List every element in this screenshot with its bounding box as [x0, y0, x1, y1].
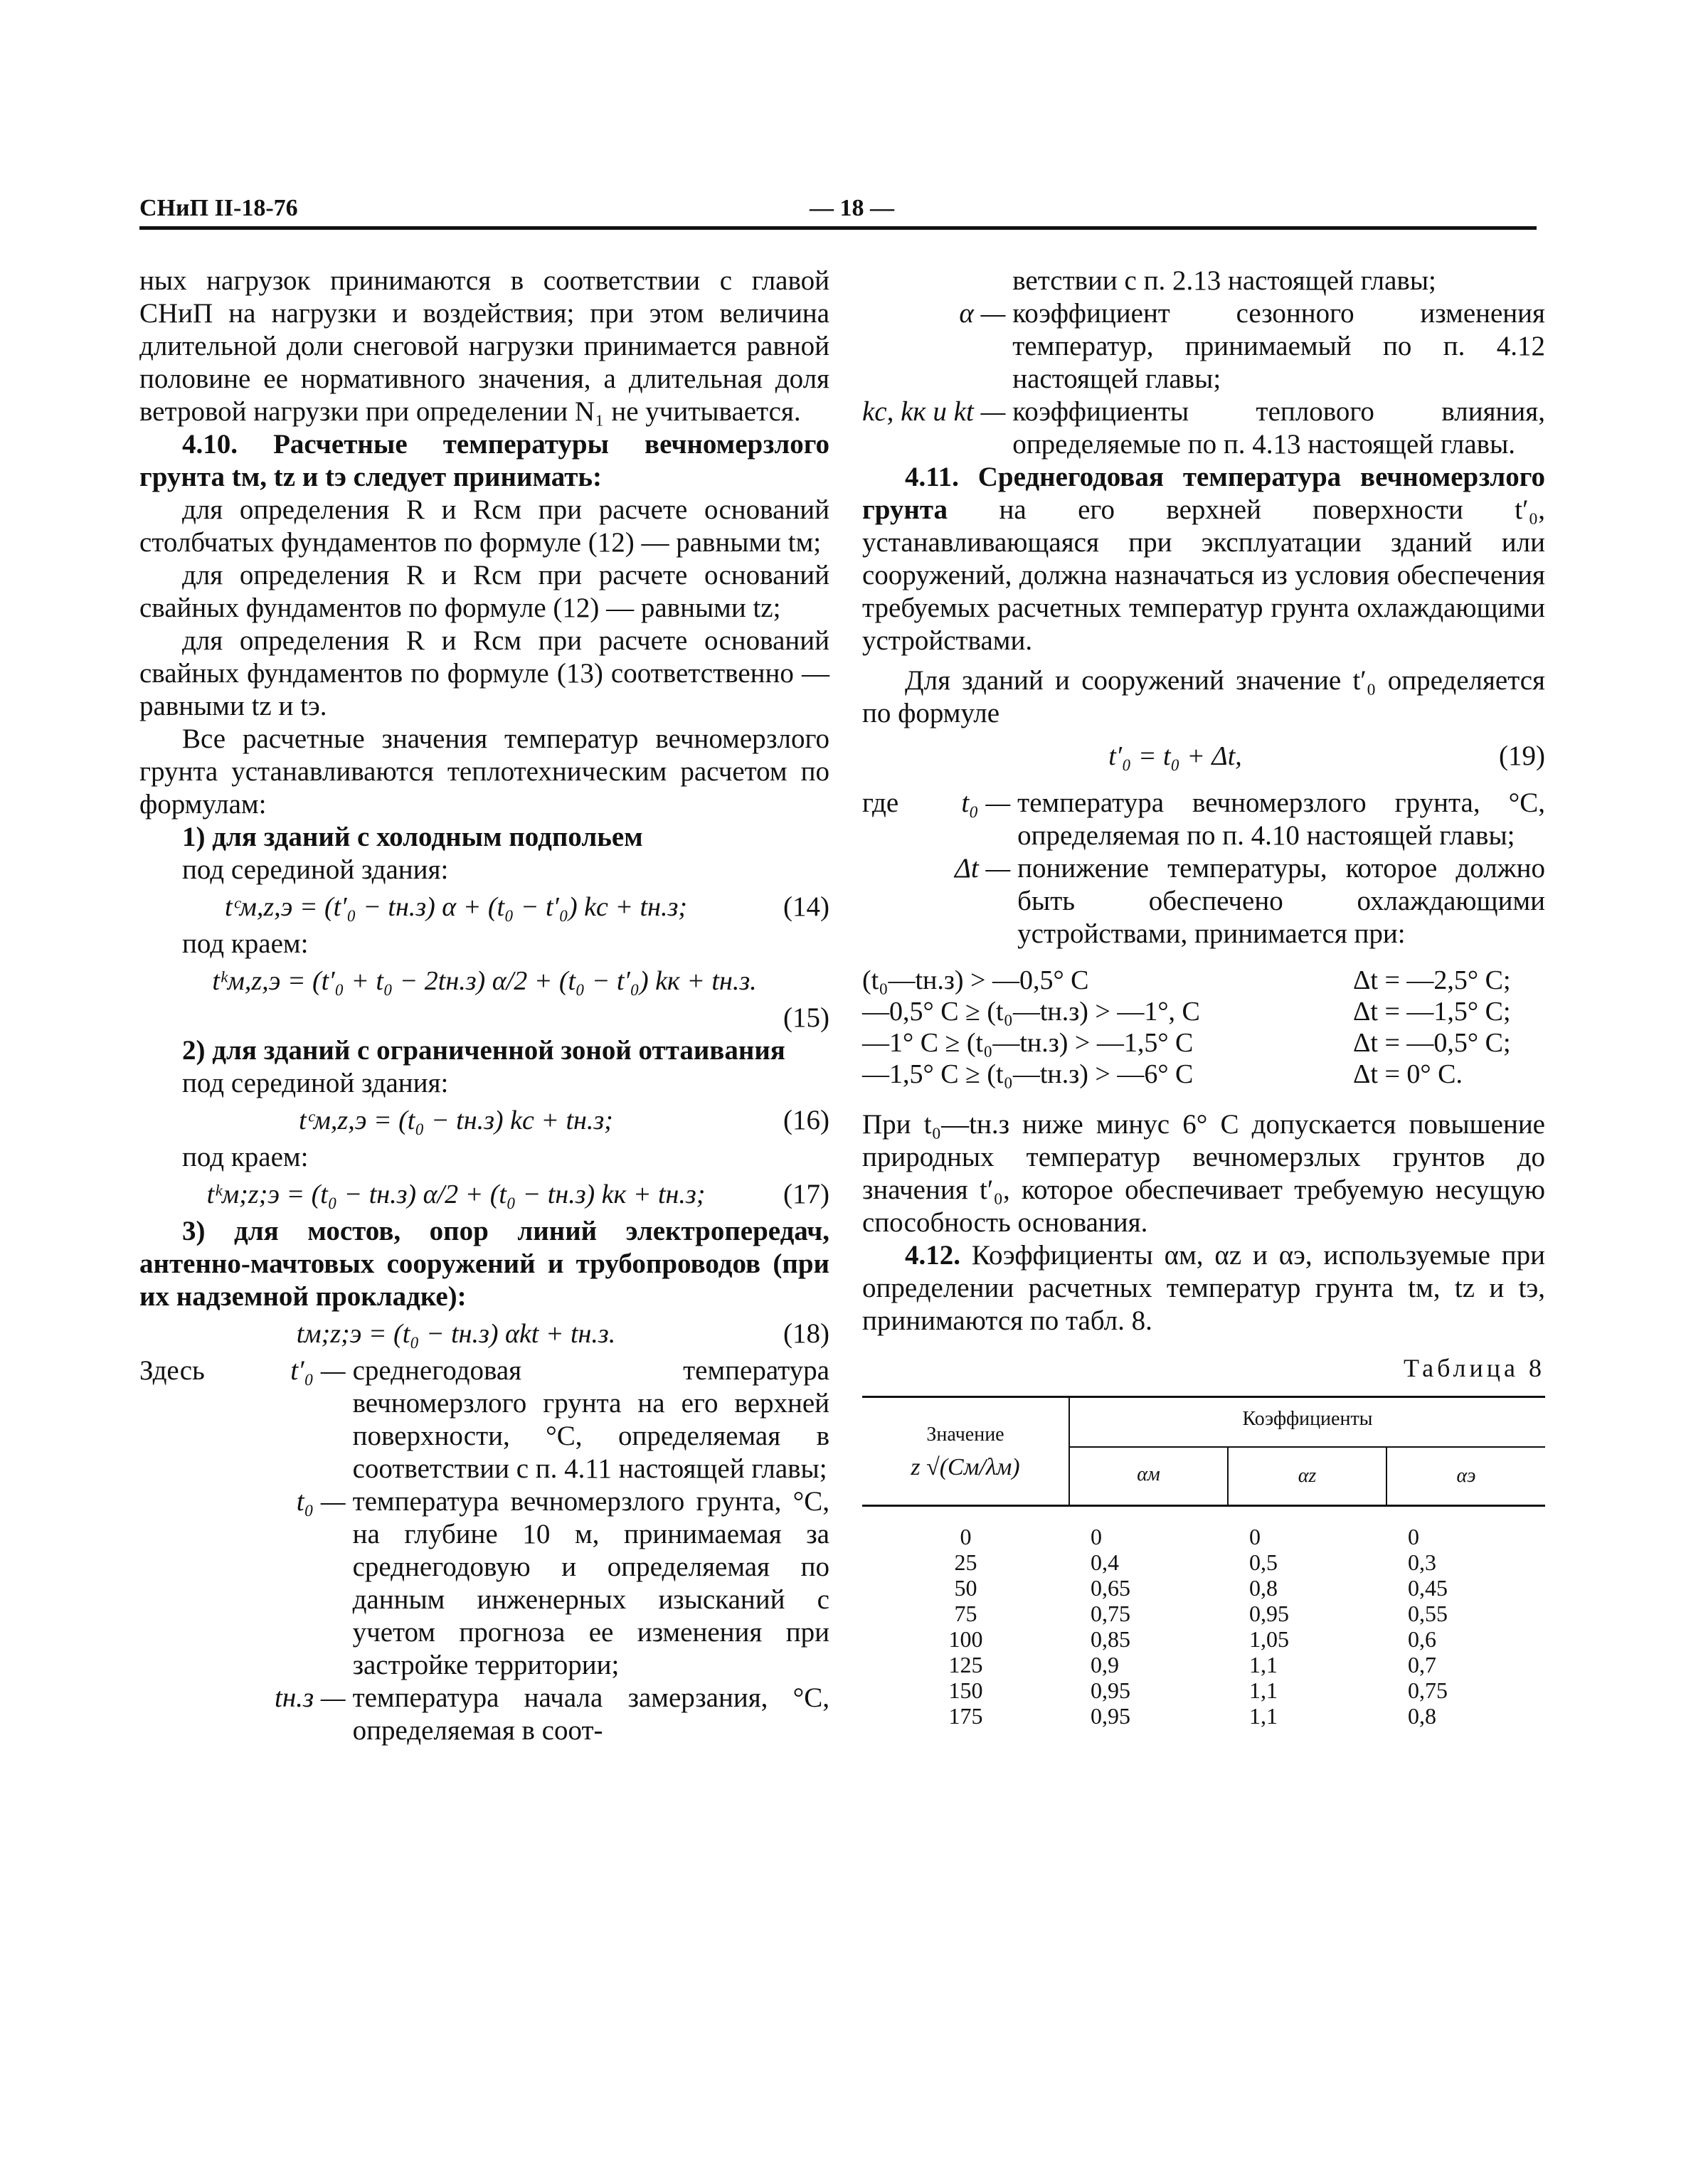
- formula-16: [139, 1104, 829, 1137]
- formula-18-expr: tм;z;э = (t₀ − tн.з) αkt + tн.з.: [296, 1319, 616, 1349]
- def-key-k-coeffs: kс, kк и kt —: [862, 396, 1006, 427]
- where-label: где: [862, 788, 899, 818]
- table-cell: 0,7: [1408, 1652, 1436, 1677]
- page-number: — 18 —: [810, 195, 894, 221]
- def-value-alpha: коэффициент сезонного изменения температур, принимаемый по п. 4.12 настоящей главы;: [1012, 298, 1545, 394]
- paragraph-loads: ных нагрузок принимаются в соответствии с главой СНиП на нагрузки и воздействия; при этом величина длительной доли снеговой нагрузки принимается равной половине ее нормативного значения, а длительная доля ветровой нагрузки при определении N₁ не учитывается.: [139, 265, 829, 427]
- table-cell: 1,1: [1249, 1677, 1278, 1703]
- table-header-value: [862, 1397, 1069, 1506]
- condition: —0,5° С ≥ (t₀—tн.з) > —1°, С: [862, 997, 1200, 1027]
- formula-15: [139, 965, 829, 997]
- here-label: Здесь: [139, 1355, 205, 1386]
- formula-17-expr: tᵏм;z;э = (t₀ − tн.з) α/2 + (t₀ − tн.з) kк + tн.з;: [206, 1180, 706, 1209]
- condition: —1,5° С ≥ (t₀—tн.з) > —6° С: [862, 1059, 1194, 1089]
- condition-value: Δt = 0° С.: [1353, 1059, 1463, 1089]
- paragraph-all-values: Все расчетные значения температур вечномерзлого грунта устанавливаются теплотехническим расчетом по формулам:: [139, 723, 829, 820]
- def-key-delta-t: Δt —: [955, 853, 1011, 884]
- where-definitions: [955, 787, 1545, 950]
- table-header-alpha-m: αм: [1069, 1447, 1228, 1506]
- formula-15-number: (15): [783, 1002, 829, 1033]
- header-rule: [139, 226, 1537, 230]
- table-row: [862, 1601, 1545, 1626]
- condition-value: Δt = —1,5° С;: [1353, 997, 1511, 1027]
- table-cell: 0,6: [1408, 1626, 1436, 1652]
- table-cell: 0,95: [1091, 1677, 1130, 1703]
- page-header: [139, 189, 1537, 232]
- definitions-list: [275, 1355, 829, 1747]
- formula-17-number: (17): [783, 1179, 829, 1209]
- case-columnar: для определения R и Rсм при расчете оснований столбчатых фундаментов по формуле (12) — равными tм;: [139, 494, 829, 558]
- header-value-expression: z √(Cм/λм): [911, 1454, 1020, 1480]
- right-column: [862, 265, 1545, 1729]
- condition-value: Δt = —2,5° С;: [1353, 965, 1511, 995]
- def-value-delta-t: понижение температуры, которое должно быть обеспечено охлаждающими устройствами, принимается при:: [1017, 853, 1545, 949]
- condition: —1° С ≥ (t₀—tн.з) > —1,5° С: [862, 1028, 1194, 1058]
- table-cell: 175: [948, 1703, 983, 1729]
- def-key-t0-prime: t′₀ —: [290, 1355, 346, 1386]
- section-number: 4.11.: [905, 462, 959, 492]
- table-cell: 125: [948, 1652, 983, 1677]
- formula-15-expr: tᵏм,z,э = (t′₀ + t₀ − 2tн.з) α/2 + (t₀ − t′₀) kк + tн.з.: [212, 966, 757, 996]
- paragraph-below-minus-6: При t₀—tн.з ниже минус 6° С допускается повышение природных температур вечномерзлых грунтов до значения t′₀, которое обеспечивает требуемую несущую способность основания.: [862, 1109, 1545, 1238]
- table-cell: 0,5: [1249, 1549, 1278, 1575]
- table-cell: 0,95: [1249, 1601, 1289, 1626]
- conditions-list: [862, 965, 1545, 1090]
- section-number: 4.10.: [182, 429, 238, 460]
- table-row: [862, 1703, 1545, 1729]
- table-row: [862, 1626, 1545, 1652]
- table-row: [862, 1575, 1545, 1601]
- table-cell: 50: [954, 1575, 977, 1601]
- section-title: Расчетные температуры вечномерзлого грунта tм, tz и tэ: [139, 429, 830, 492]
- def-key-tnz: tн.з —: [275, 1682, 346, 1713]
- table-row: [862, 1677, 1545, 1703]
- def-value-t0: температура вечномерзлого грунта, °С, определяемая по п. 4.10 настоящей главы;: [1017, 788, 1545, 851]
- formula-16-number: (16): [783, 1105, 829, 1135]
- formula-18-number: (18): [783, 1318, 829, 1349]
- table-cell: 1,1: [1249, 1703, 1278, 1729]
- under-middle-label: под серединой здания:: [182, 854, 449, 885]
- table-row: [862, 1549, 1545, 1575]
- header-value-label: Значение: [926, 1424, 1004, 1446]
- table-cell: 0,8: [1249, 1575, 1278, 1601]
- table-cell: 0,65: [1091, 1575, 1130, 1601]
- table-cell: 0: [1249, 1524, 1261, 1549]
- section-text: Коэффициенты αм, αz и αэ, используемые при определении расчетных температур грунта tм, tz и tэ, принимаются по табл. 8.: [862, 1240, 1545, 1336]
- where-block: [862, 787, 1545, 950]
- formula-14: [139, 891, 829, 923]
- table-header-alpha-e: αэ: [1386, 1447, 1545, 1506]
- item-3-heading: 3) для мостов, опор линий электропередач, антенно-мачтовых сооружений и трубопроводов (при их надземной прокладке):: [139, 1216, 829, 1312]
- case-pile-12: для определения R и Rсм при расчете оснований свайных фундаментов по формуле (12) — равными tz;: [139, 560, 829, 623]
- section-4-10: [139, 428, 829, 494]
- def-key-t0: t₀ —: [296, 1486, 346, 1517]
- table-cell: 1,1: [1249, 1652, 1278, 1677]
- formula-19-expr: t′₀ = t₀ + Δt,: [1108, 741, 1242, 771]
- paragraph-for-buildings: Для зданий и сооружений значение t′₀ определяется по формуле: [862, 665, 1545, 728]
- table-header-alpha-z: αz: [1228, 1447, 1386, 1506]
- document-code: СНиП II-18-76: [139, 195, 298, 221]
- table-cell: 0: [960, 1524, 972, 1549]
- under-middle-label-2: под серединой здания:: [182, 1068, 449, 1098]
- table-cell: 0,9: [1091, 1652, 1119, 1677]
- condition-value: Δt = —0,5° С;: [1353, 1028, 1511, 1058]
- table-row: [862, 1652, 1545, 1677]
- section-title: Среднегодовая температура вечномерзлого грунта: [862, 462, 1545, 525]
- section-4-11: [862, 461, 1545, 657]
- table-cell: 0,4: [1091, 1549, 1119, 1575]
- table-cell: 75: [954, 1601, 977, 1626]
- def-value-tnz: температура начала замерзания, °С, определяемая в соот-: [352, 1682, 829, 1746]
- left-column: [139, 265, 829, 1747]
- under-edge-label-2: под краем:: [182, 1142, 309, 1172]
- def-key-t0: t₀ —: [961, 788, 1011, 818]
- table-cell: 1,05: [1249, 1626, 1289, 1652]
- table-cell: 0: [1408, 1524, 1419, 1549]
- formula-14-expr: tᶜм,z,э = (t′₀ − tн.з) α + (t₀ − t′₀) kс + tн.з;: [225, 892, 687, 922]
- table-cell: 150: [948, 1677, 983, 1703]
- table-cell: 0,75: [1408, 1677, 1448, 1703]
- table-cell: 0,3: [1408, 1549, 1436, 1575]
- formula-19: [862, 740, 1545, 773]
- table-cell: 0,75: [1091, 1601, 1130, 1626]
- formula-17: [139, 1178, 829, 1211]
- definitions-block: [139, 1355, 829, 1747]
- table-row: [862, 1506, 1545, 1550]
- formula-18: [139, 1318, 829, 1350]
- table-cell: 0,8: [1408, 1703, 1436, 1729]
- def-value-t0: температура вечномерзлого грунта, °С, на глубине 10 м, принимаемая за среднегодовую и определяемая по данным инженерных изысканий с учетом прогноза ее изменения при застройке территории;: [352, 1486, 829, 1680]
- table-cell: 25: [954, 1549, 977, 1575]
- table-cell: 0: [1091, 1524, 1102, 1549]
- table-8: [862, 1396, 1545, 1729]
- under-edge-label: под краем:: [182, 928, 309, 959]
- section-4-12: [862, 1239, 1545, 1337]
- def-value-t0-prime: среднегодовая температура вечномерзлого грунта на его верхней поверхности, °С, определяемая в соответствии с п. 4.11 настоящей главы;: [352, 1355, 829, 1484]
- table-cell: 0,55: [1408, 1601, 1448, 1626]
- item-1-heading: 1) для зданий с холодным подпольем: [182, 822, 643, 852]
- section-text: на его верхней поверхности t′₀, устанавливающаяся при эксплуатации зданий или сооружений, должна назначаться из условия обеспечения требуемых расчетных температур грунта охлаждающими устройствами.: [862, 494, 1546, 656]
- formula-16-expr: tᶜм,z,э = (t₀ − tн.з) kс + tн.з;: [299, 1106, 613, 1135]
- table-cell: 0,95: [1091, 1703, 1130, 1729]
- def-continuation: ветствии с п. 2.13 настоящей главы;: [1012, 265, 1436, 296]
- formula-14-number: (14): [783, 891, 829, 922]
- case-pile-13: для определения R и Rсм при расчете оснований свайных фундаментов по формуле (13) соответственно — равными tz и tэ.: [139, 625, 829, 721]
- def-value-k-coeffs: коэффициенты теплового влияния, определяемые по п. 4.13 настоящей главы.: [1012, 396, 1545, 460]
- table-caption: Таблица 8: [1404, 1354, 1545, 1382]
- table-cell: 0,85: [1091, 1626, 1130, 1652]
- condition: (t₀—tн.з) > —0,5° С: [862, 965, 1089, 995]
- def-key-empty: [862, 265, 1005, 297]
- table-header-coefficients: Коэффициенты: [1069, 1397, 1545, 1448]
- section-title-rest: следует принимать:: [353, 462, 603, 492]
- def-key-alpha: α —: [959, 298, 1006, 329]
- formula-19-number: (19): [1499, 741, 1545, 771]
- item-2-heading: 2) для зданий с ограниченной зоной оттаивания: [182, 1035, 785, 1066]
- section-number: 4.12.: [905, 1240, 960, 1271]
- table-cell: 0,45: [1408, 1575, 1448, 1601]
- definitions-continued: [862, 265, 1545, 461]
- table-cell: 100: [948, 1626, 983, 1652]
